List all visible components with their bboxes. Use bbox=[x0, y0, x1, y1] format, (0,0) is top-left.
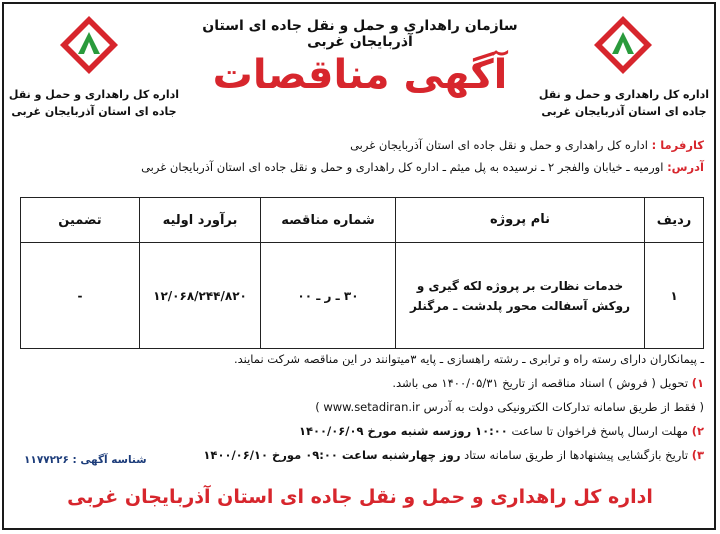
note-number: ۱) bbox=[691, 376, 704, 390]
address-value: اورمیه ـ خیابان والفجر ۲ ـ نرسیده به پل میثم ـ اداره کل راهداری و حمل و نقل جاده ای استان آذربایجان غربی bbox=[141, 160, 664, 174]
table-header-row bbox=[21, 198, 704, 243]
side-org-text-left: اداره کل راهداری و حمل و نقل جاده ای استان آذربایجان غربی bbox=[8, 88, 180, 118]
header-tender-number: شماره مناقصه bbox=[261, 198, 396, 243]
cell-project-name: خدمات نظارت بر پروژه لکه گیری و روکش آسفالت محور پلدشت ـ مرگنلر bbox=[396, 243, 645, 349]
road-transport-logo-icon bbox=[592, 14, 654, 76]
employer-label: کارفرما : bbox=[651, 138, 704, 152]
cell-guarantee: - bbox=[21, 243, 140, 349]
notice-title: آگهی مناقصات bbox=[212, 52, 508, 98]
note-date: ۱۰:۰۰ روزسه شنبه مورخ ۱۴۰۰/۰۶/۰۹ bbox=[298, 424, 508, 438]
tender-table bbox=[20, 197, 704, 349]
header-row-number: ردیف bbox=[645, 198, 704, 243]
note-deadline bbox=[299, 424, 704, 438]
note-date: روز چهارشنبه ساعت ۰۹:۰۰ مورخ ۱۴۰۰/۰۶/۱۰ bbox=[203, 448, 461, 462]
note-delivery bbox=[392, 376, 704, 390]
note-website: ( فقط از طریق سامانه تدارکات الکترونیکی دولت به آدرس www.setadiran.ir ) bbox=[315, 400, 704, 414]
header-guarantee: تضمین bbox=[21, 198, 140, 243]
road-transport-logo-icon bbox=[58, 14, 120, 76]
note-text: تحویل ( فروش ) اسناد مناقصه از تاریخ ۱۴۰۰/۰۵/۳۱ می باشد. bbox=[392, 376, 689, 390]
employer-value: اداره کل راهداری و حمل و نقل جاده ای استان آذربایجان غربی bbox=[350, 138, 648, 152]
note-number: ۲) bbox=[691, 424, 704, 438]
cell-row-number: ۱ bbox=[645, 243, 704, 349]
footer-title: اداره کل راهداری و حمل و نقل جاده ای استان آذربایجان غربی bbox=[67, 486, 653, 508]
header-project-name: نام پروژه bbox=[396, 198, 645, 243]
note-text: تاریخ بازگشایی پیشنهادها از طریق سامانه ستاد bbox=[464, 448, 689, 462]
header-initial-estimate: برآورد اولیه bbox=[140, 198, 261, 243]
employer-line bbox=[350, 138, 704, 152]
note-text: مهلت ارسال پاسخ فراخوان تا ساعت bbox=[511, 424, 689, 438]
organization-title: سازمان راهداری و حمل و نقل جاده ای استان آذربایجان غربی bbox=[202, 18, 518, 50]
note-number: ۳) bbox=[691, 448, 704, 462]
ad-identifier: شناسه آگهی : ۱۱۷۷۲۲۶ bbox=[24, 454, 147, 466]
cell-initial-estimate: ۱۲/۰۶۸/۲۴۴/۸۲۰ bbox=[140, 243, 261, 349]
address-label: آدرس: bbox=[667, 160, 704, 174]
table-row bbox=[21, 243, 704, 349]
cell-tender-number: ۳۰ ـ ر ـ ۰۰ bbox=[261, 243, 396, 349]
note-opening bbox=[203, 448, 704, 462]
address-line bbox=[141, 160, 704, 174]
eligibility-note: ـ پیمانکاران دارای رسته راه و ترابری ـ رشته راهسازی ـ پایه ۳میتوانند در این مناقصه شرکت نمایند. bbox=[233, 352, 704, 366]
side-org-text-right: اداره کل راهداری و حمل و نقل جاده ای استان آذربایجان غربی bbox=[538, 88, 710, 118]
